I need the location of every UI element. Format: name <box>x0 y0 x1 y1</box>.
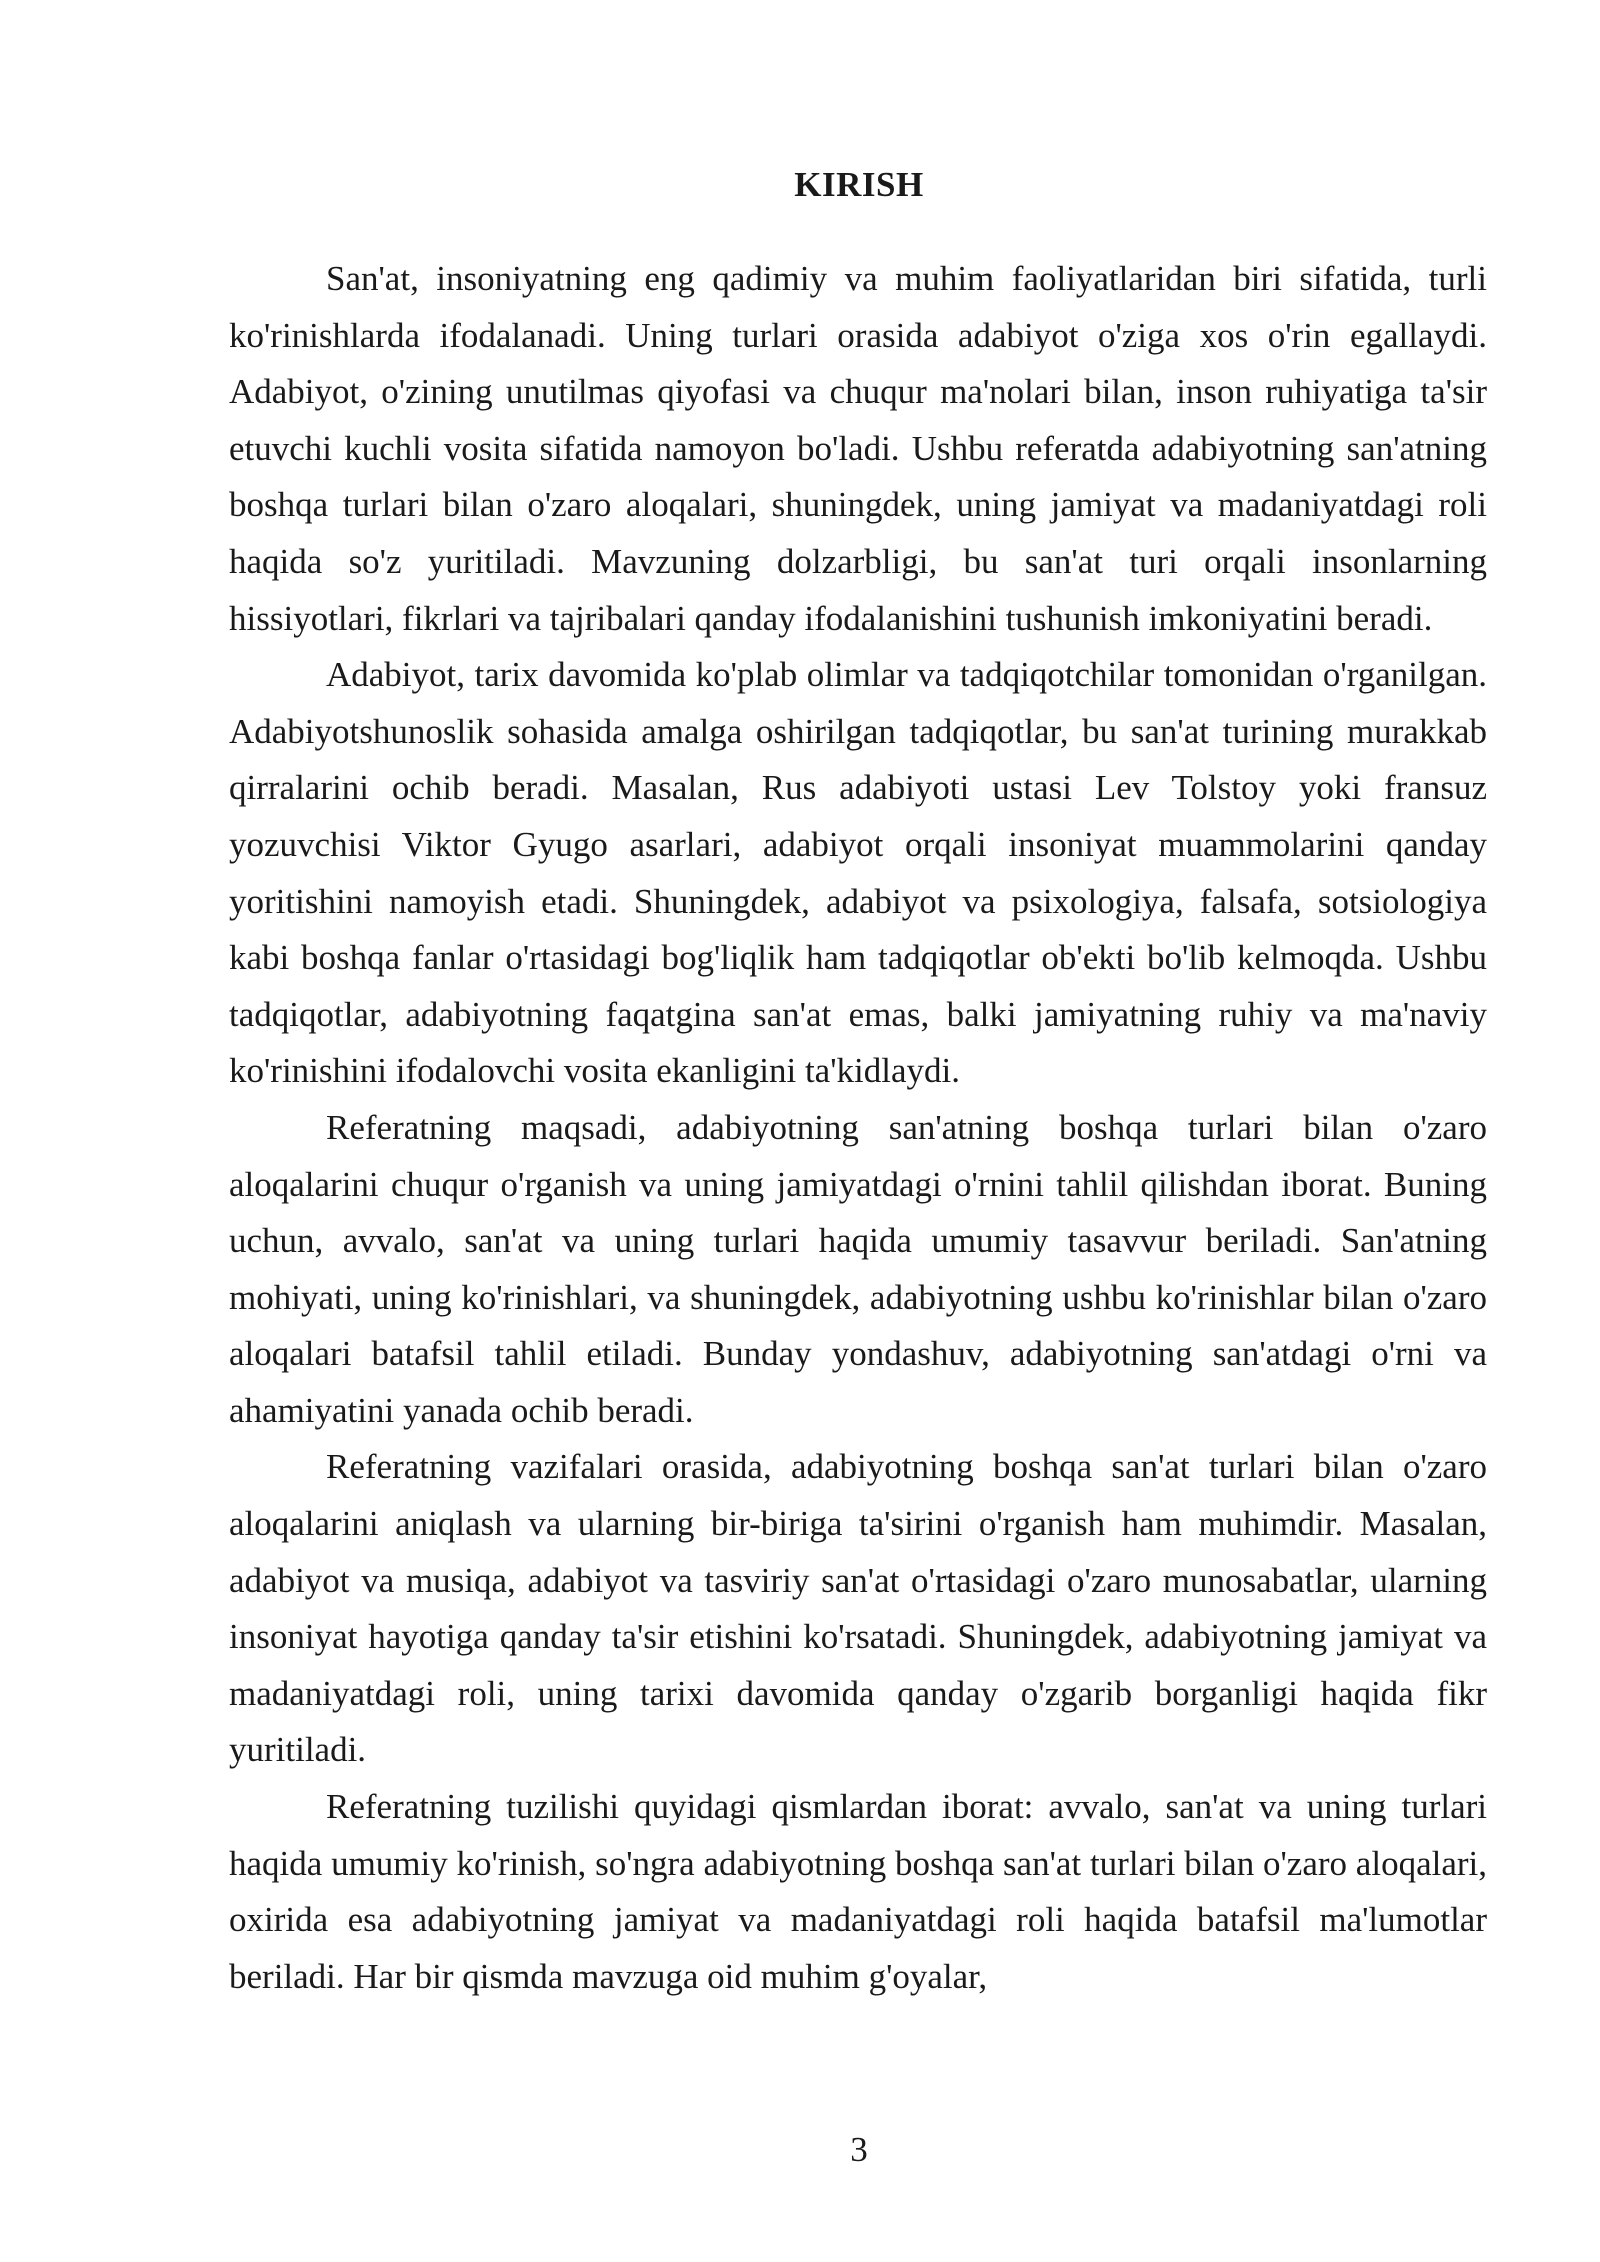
paragraph-4: Referatning vazifalari orasida, adabiyotning boshqa san'at turlari bilan o'zaro aloqalarini aniqlash va ularning bir-biriga ta'sirini o'rganish ham muhimdir. Masalan, adabiyot va musiqa, adabiyot va tasviriy san'at o'rtasidagi o'zaro munosabatlar, ularning insoniyat hayotiga qanday ta'sir etishini ko'rsatadi. Shuningdek, adabiyotning jamiyat va madaniyatdagi roli, uning tarixi davomida qanday o'zgarib borganligi haqida fikr yuritiladi. <box>229 1447 1487 1770</box>
paragraph-1: San'at, insoniyatning eng qadimiy va muhim faoliyatlaridan biri sifatida, turli ko'rinishlarda ifodalanadi. Uning turlari orasida adabiyot o'ziga xos o'rin egallaydi. Adabiyot, o'zining unutilmas qiyofasi va chuqur ma'nolari bilan, inson ruhiyatiga ta'sir etuvchi kuchli vosita sifatida namoyon bo'ladi. Ushbu referatda adabiyotning san'atning boshqa turlari bilan o'zaro aloqalari, shuningdek, uning jamiyat va madaniyatdagi roli haqida so'z yuritiladi. Mavzuning dolzarbligi, bu san'at turi orqali insonlarning hissiyotlari, fikrlari va tajribalari qanday ifodalanishini tushunish imkoniyatini beradi. <box>229 259 1487 638</box>
section-heading: KIRISH <box>794 165 924 204</box>
paragraph-3: Referatning maqsadi, adabiyotning san'atning boshqa turlari bilan o'zaro aloqalarini chuqur o'rganish va uning jamiyatdagi o'rnini tahlil qilishdan iborat. Buning uchun, avvalo, san'at va uning turlari haqida umumiy tasavvur beriladi. San'atning mohiyati, uning ko'rinishlari, va shuningdek, adabiyotning ushbu ko'rinishlar bilan o'zaro aloqalari batafsil tahlil etiladi. Bunday yondashuv, adabiyotning san'atdagi o'rni va ahamiyatini yanada ochib beradi. <box>229 1107 1487 1430</box>
body-text <box>229 251 1487 2005</box>
paragraph-2: Adabiyot, tarix davomida ko'plab olimlar va tadqiqotchilar tomonidan o'rganilgan. Adabiyotshunoslik sohasida amalga oshirilgan tadqiqotlar, bu san'at turining murakkab qirralarini ochib beradi. Masalan, Rus adabiyoti ustasi Lev Tolstoy yoki fransuz yozuvchisi Viktor Gyugo asarlari, adabiyot orqali insoniyat muammolarini qanday yoritishini namoyish etadi. Shuningdek, adabiyot va psixologiya, falsafa, sotsiologiya kabi boshqa fanlar o'rtasidagi bog'liqlik ham tadqiqotlar ob'ekti bo'lib kelmoqda. Ushbu tadqiqotlar, adabiyotning faqatgina san'at emas, balki jamiyatning ruhiy va ma'naviy ko'rinishini ifodalovchi vosita ekanligini ta'kidlaydi. <box>229 655 1487 1091</box>
page-number: 3 <box>850 2130 868 2169</box>
paragraph-5: Referatning tuzilishi quyidagi qismlardan iborat: avvalo, san'at va uning turlari haqida umumiy ko'rinish, so'ngra adabiyotning boshqa san'at turlari bilan o'zaro aloqalari, oxirida esa adabiyotning jamiyat va madaniyatdagi roli haqida batafsil ma'lumotlar beriladi. Har bir qismda mavzuga oid muhim g'oyalar, <box>229 1787 1487 1996</box>
